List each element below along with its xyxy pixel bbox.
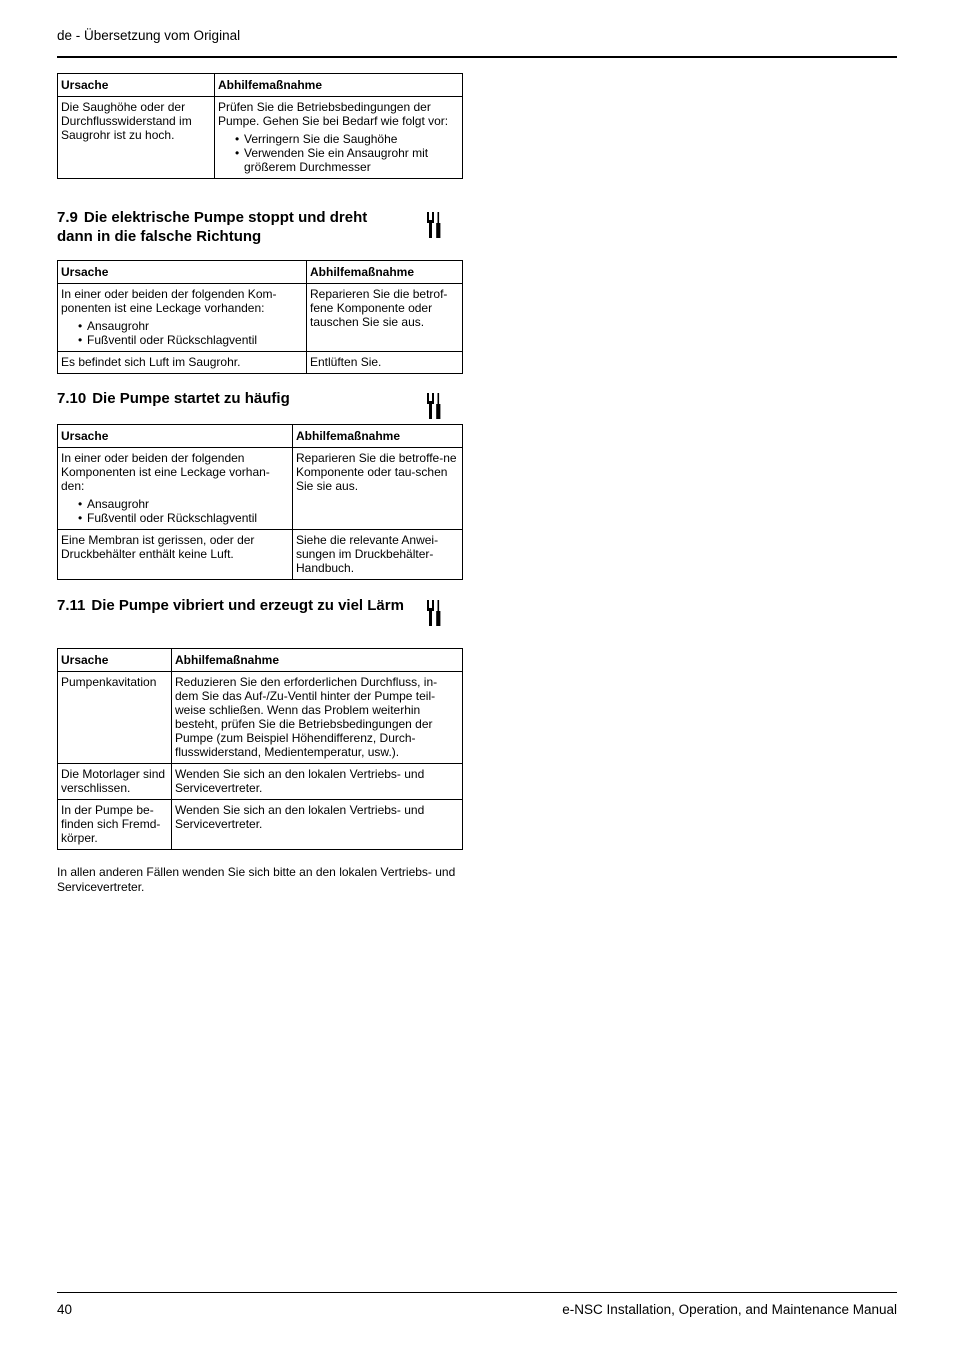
cause-text: Die Saughöhe oder der Durchflusswiderstand im Saugrohr ist zu hoch. [61,100,192,142]
remedy-cell: Wenden Sie sich an den lokalen Vertriebs- und Servicevertreter. [172,800,463,850]
table-row [58,764,463,800]
column-header-remedy: Abhilfemaßnahme [215,74,463,97]
remedy-text: Reparieren Sie die betrof-fene Komponente oder tauschen Sie sie aus. [310,287,448,329]
cause-cell: Eine Membran ist gerissen, oder der Druckbehälter enthält keine Luft. [58,530,293,580]
footer-divider [57,1292,897,1293]
cause-cell: In der Pumpe be-finden sich Fremd-körper. [58,800,172,850]
column-header-remedy: Abhilfemaßnahme [307,261,463,284]
troubleshooting-table-7-9 [57,260,463,374]
section-title: Die Pumpe startet zu häufig [92,390,290,407]
remedy-text: Reparieren Sie die betroffe-ne Komponente oder tau-schen Sie sie aus. [296,451,457,493]
section-title: Die Pumpe vibriert und erzeugt zu viel Lärm [91,597,404,614]
cause-bullet-list [61,497,289,525]
list-item: • Verringern Sie die Saughöhe [244,132,459,146]
table-row [58,448,463,530]
troubleshooting-table-suction [57,73,463,179]
cause-text: In einer oder beiden der folgenden Komponenten ist eine Leckage vorhan-den: [61,451,270,493]
cause-cell [58,284,307,352]
cause-cell: Pumpenkavitation [58,672,172,764]
remedy-cell: Wenden Sie sich an den lokalen Vertriebs- und Servicevertreter. [172,764,463,800]
section-heading-7-9 [57,208,407,246]
column-header-cause: Ursache [58,261,307,284]
remedy-cell: Entlüften Sie. [307,352,463,374]
remedy-cell [293,448,463,530]
column-header-cause: Ursache [58,425,293,448]
cause-cell: Die Motorlager sind verschlissen. [58,764,172,800]
list-item: • Verwenden Sie ein Ansaugrohr mit größerem Durchmesser [244,146,459,174]
list-item: • Ansaugrohr [87,319,303,333]
table-header-row [58,649,463,672]
section-number: 7.11 [57,597,86,614]
tools-icon [424,599,442,627]
remedy-cell: Reduzieren Sie den erforderlichen Durchfluss, in-dem Sie das Auf-/Zu-Ventil hinter der Pumpe teil-weise schließen. Wenn das Problem weiterhin besteht, prüfen Sie die Betriebsbedingungen der Pumpe (zum Beispiel Höhendifferenz, Durch-flusswiderstand, Medientemperatur, usw.). [172,672,463,764]
remedy-text: Prüfen Sie die Betriebsbedingungen der Pumpe. Gehen Sie bei Bedarf wie folgt vor: [218,100,449,128]
page-header: de - Übersetzung vom Original [57,28,241,43]
table-row [58,352,463,374]
remedy-bullet-list [218,132,459,174]
cause-cell: Es befindet sich Luft im Saugrohr. [58,352,307,374]
table-header-row [58,74,463,97]
column-header-remedy: Abhilfemaßnahme [293,425,463,448]
manual-title: e-NSC Installation, Operation, and Maintenance Manual [562,1302,897,1317]
section-heading-7-11 [57,596,407,615]
section-title: Die elektrische Pumpe stoppt und dreht dann in die falsche Richtung [57,209,368,245]
section-number: 7.10 [57,390,87,407]
column-header-cause: Ursache [58,649,172,672]
table-header-row [58,425,463,448]
remedy-cell [307,284,463,352]
troubleshooting-table-7-11 [57,648,463,850]
table-row [58,284,463,352]
remedy-cell: Siehe die relevante Anwei-sungen im Druckbehälter-Handbuch. [293,530,463,580]
table-header-row [58,261,463,284]
column-header-remedy: Abhilfemaßnahme [172,649,463,672]
table-row [58,530,463,580]
cause-bullet-list [61,319,303,347]
closing-note: In allen anderen Fällen wenden Sie sich bitte an den lokalen Vertriebs- und Servicevertreter. [57,865,456,894]
column-header-cause: Ursache [58,74,215,97]
list-item: • Fußventil oder Rückschlagventil [87,511,289,525]
cause-cell [58,448,293,530]
header-divider [57,56,897,58]
cause-cell [58,97,215,179]
section-number: 7.9 [57,209,78,226]
cause-text: In einer oder beiden der folgenden Kom-ponenten ist eine Leckage vorhanden: [61,287,277,315]
table-row [58,97,463,179]
list-item: • Fußventil oder Rückschlagventil [87,333,303,347]
list-item: • Ansaugrohr [87,497,289,511]
table-row [58,800,463,850]
tools-icon [424,392,442,420]
table-row [58,672,463,764]
page-number: 40 [57,1302,73,1317]
troubleshooting-table-7-10 [57,424,463,580]
remedy-cell [215,97,463,179]
section-heading-7-10 [57,389,407,408]
tools-icon [424,211,442,239]
